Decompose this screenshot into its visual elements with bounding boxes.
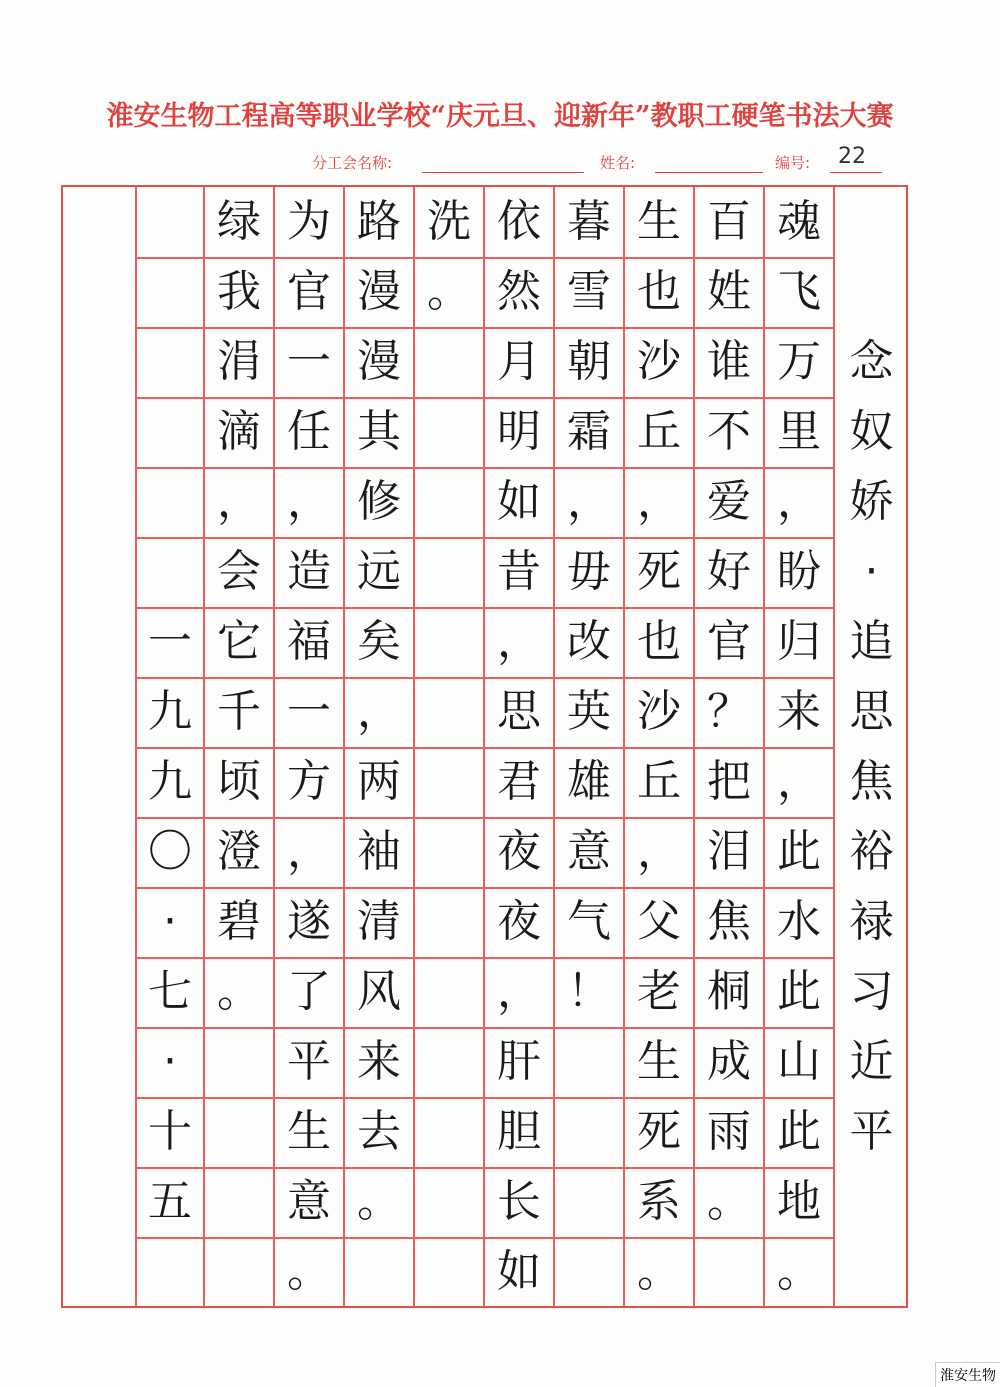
- poem-character: 裕: [849, 826, 894, 877]
- number-label: 编号:: [775, 154, 811, 172]
- poem-character: 依: [497, 196, 541, 247]
- poem-character: 娇: [849, 476, 894, 527]
- poem-character: 也: [637, 266, 681, 317]
- poem-character: 官: [707, 616, 751, 667]
- poem-character: 会: [217, 546, 261, 597]
- poem-character: 十: [148, 1106, 192, 1157]
- poem-character: 习: [849, 966, 894, 1017]
- poem-character: 两: [357, 756, 401, 807]
- poem-character: 千: [217, 686, 261, 737]
- poem-character: 平: [287, 1036, 331, 1087]
- poem-character: ，: [637, 476, 681, 527]
- poem-character: 禄: [849, 896, 894, 947]
- poem-character: 死: [637, 546, 681, 597]
- poem-character: ，: [637, 826, 681, 877]
- poem-character: 。: [287, 1246, 331, 1297]
- number-value: 22: [838, 144, 866, 169]
- poem-character: 雄: [567, 756, 611, 807]
- poem-character: 造: [287, 546, 331, 597]
- poem-character: 〇: [148, 826, 192, 877]
- poem-character: 涓: [217, 336, 261, 387]
- poem-character: 把: [707, 756, 751, 807]
- poem-character: 福: [287, 616, 331, 667]
- poem-character: 九: [148, 686, 192, 737]
- poem-character: 改: [567, 616, 611, 667]
- poem-character: 路: [357, 196, 401, 247]
- poem-character: ，: [777, 756, 821, 807]
- poem-character: 沙: [637, 336, 681, 387]
- poem-character: 此: [777, 826, 821, 877]
- poem-character: 盼: [777, 546, 821, 597]
- poem-character: 也: [637, 616, 681, 667]
- poem-character: 气: [567, 896, 611, 947]
- poem-character: 沙: [637, 686, 681, 737]
- poem-character: 去: [357, 1106, 401, 1157]
- poem-character: 英: [567, 686, 611, 737]
- poem-character: 一: [287, 686, 331, 737]
- poem-character: 老: [637, 966, 681, 1017]
- poem-character: 袖: [357, 826, 401, 877]
- poem-character: 来: [357, 1036, 401, 1087]
- poem-character: 泪: [707, 826, 751, 877]
- poem-character: 水: [777, 896, 821, 947]
- poem-character: ，: [287, 476, 331, 527]
- poem-character: 成: [707, 1036, 751, 1087]
- poem-character: 顷: [217, 756, 261, 807]
- poem-character: 焦: [707, 896, 751, 947]
- poem-character: 然: [497, 266, 541, 317]
- poem-character: 死: [637, 1106, 681, 1157]
- poem-character: 。: [707, 1176, 751, 1227]
- poem-character: 雨: [707, 1106, 751, 1157]
- poem-character: 思: [497, 686, 541, 737]
- poem-character: 魂: [777, 196, 821, 247]
- poem-character: 父: [637, 896, 681, 947]
- poem-character: ·: [163, 896, 177, 947]
- poem-character: 爱: [707, 476, 751, 527]
- poem-character: 霜: [567, 406, 611, 457]
- poem-character: 肝: [497, 1036, 541, 1087]
- poem-character: 五: [148, 1176, 192, 1227]
- poem-character: 好: [707, 546, 751, 597]
- poem-character: 念: [849, 336, 894, 387]
- poem-character: 地: [777, 1176, 821, 1227]
- poem-character: 方: [287, 756, 331, 807]
- poem-character: 归: [777, 616, 821, 667]
- poem-character: 昔: [497, 546, 541, 597]
- poem-character: 月: [497, 336, 541, 387]
- poem-character: ！: [567, 966, 611, 1017]
- poem-character: 绿: [217, 196, 261, 247]
- poem-character: 此: [777, 1106, 821, 1157]
- poem-character: ，: [497, 966, 541, 1017]
- poem-character: ，: [217, 476, 261, 527]
- poem-character: 朝: [567, 336, 611, 387]
- poem-character: 其: [357, 406, 401, 457]
- poem-character: 平: [849, 1106, 894, 1157]
- poem-character: ，: [287, 826, 331, 877]
- poem-character: 七: [148, 966, 192, 1017]
- poem-character: 丘: [637, 406, 681, 457]
- poem-character: 追: [849, 616, 894, 667]
- poem-character: 里: [777, 406, 821, 457]
- poem-character: 清: [357, 896, 401, 947]
- poem-character: ·: [163, 1036, 177, 1087]
- poem-character: 洗: [427, 196, 471, 247]
- poem-character: 如: [497, 1246, 541, 1297]
- poem-character: 长: [497, 1176, 541, 1227]
- poem-character: 丘: [637, 756, 681, 807]
- poem-character: 来: [777, 686, 821, 737]
- writing-grid: [61, 185, 908, 1308]
- poem-character: 一: [148, 616, 192, 667]
- poem-character: ，: [567, 476, 611, 527]
- poem-character: 君: [497, 756, 541, 807]
- poem-character: 谁: [707, 336, 751, 387]
- poem-character: 奴: [849, 406, 894, 457]
- poem-character: 生: [287, 1106, 331, 1157]
- poem-character: ？: [707, 686, 751, 737]
- poem-character: 山: [777, 1036, 821, 1087]
- poem-character: 碧: [217, 896, 261, 947]
- name-label: 姓名:: [600, 154, 636, 172]
- poem-character: 意: [287, 1176, 331, 1227]
- poem-character: ，: [497, 616, 541, 667]
- poem-character: 近: [849, 1036, 894, 1087]
- poem-character: 。: [217, 966, 261, 1017]
- poem-character: 我: [217, 266, 261, 317]
- poem-character: 遂: [287, 896, 331, 947]
- poem-character: 滴: [217, 406, 261, 457]
- poem-character: 。: [357, 1176, 401, 1227]
- poem-character: 系: [637, 1176, 681, 1227]
- poem-character: 暮: [567, 196, 611, 247]
- poem-character: 万: [777, 336, 821, 387]
- union-label: 分工会名称:: [312, 154, 393, 172]
- poem-character: 飞: [777, 266, 821, 317]
- poem-character: 九: [148, 756, 192, 807]
- poem-character: 它: [217, 616, 261, 667]
- poem-character: 漫: [357, 336, 401, 387]
- poem-character: 任: [287, 406, 331, 457]
- poem-character: 矣: [357, 616, 401, 667]
- poem-character: 为: [287, 196, 331, 247]
- poem-character: 生: [637, 196, 681, 247]
- poem-character: 澄: [217, 826, 261, 877]
- poem-character: 修: [357, 476, 401, 527]
- poem-character: ·: [864, 546, 879, 597]
- contest-title: 淮安生物工程高等职业学校“庆元旦、迎新年”教职工硬笔书法大赛: [106, 101, 894, 132]
- poem-character: 雪: [567, 266, 611, 317]
- poem-character: 桐: [707, 966, 751, 1017]
- union-field-line: [422, 150, 584, 173]
- poem-character: 远: [357, 546, 401, 597]
- poem-character: 夜: [497, 826, 541, 877]
- poem-character: 明: [497, 406, 541, 457]
- poem-character: 。: [427, 266, 471, 317]
- poem-character: 漫: [357, 266, 401, 317]
- poem-character: 了: [287, 966, 331, 1017]
- poem-character: 官: [287, 266, 331, 317]
- poem-character: 一: [287, 336, 331, 387]
- poem-character: 夜: [497, 896, 541, 947]
- poem-character: 。: [777, 1246, 821, 1297]
- poem-character: 如: [497, 476, 541, 527]
- poem-character: ，: [777, 476, 821, 527]
- poem-character: 此: [777, 966, 821, 1017]
- watermark: 淮安生物: [935, 1362, 1000, 1387]
- poem-character: 意: [567, 826, 611, 877]
- poem-character: 毋: [567, 546, 611, 597]
- poem-character: ，: [357, 686, 401, 737]
- poem-character: 姓: [707, 266, 751, 317]
- poem-character: 百: [707, 196, 751, 247]
- name-field-line: [655, 150, 763, 173]
- poem-character: 思: [849, 686, 894, 737]
- poem-character: 焦: [849, 756, 894, 807]
- poem-character: 风: [357, 966, 401, 1017]
- poem-character: 生: [637, 1036, 681, 1087]
- poem-character: 不: [707, 406, 751, 457]
- poem-character: 。: [637, 1246, 681, 1297]
- poem-character: 胆: [497, 1106, 541, 1157]
